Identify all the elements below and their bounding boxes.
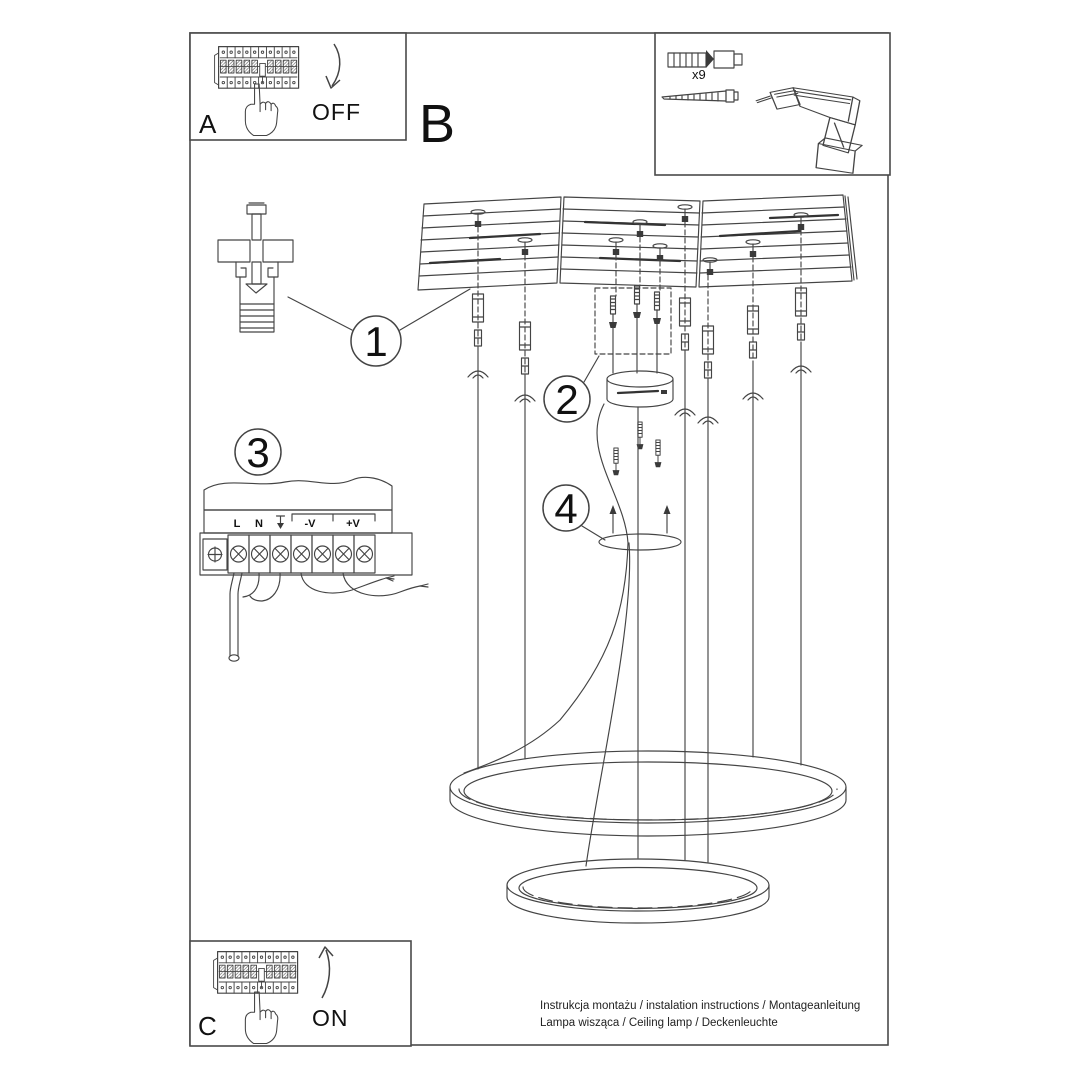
frame-border: [190, 33, 888, 1045]
anchor-quantity: x9: [692, 67, 706, 82]
lamp-rings: [450, 751, 846, 923]
section-b-label: B: [419, 94, 456, 154]
terminal-label-l: L: [233, 518, 241, 530]
terminal-label-n: N: [255, 518, 263, 530]
off-label: OFF: [312, 99, 361, 125]
step-2-number: 2: [555, 376, 579, 423]
earth-symbol-icon: [277, 516, 285, 529]
braided-sleeve: [204, 477, 392, 510]
tools-parts-box: [655, 33, 890, 175]
step-3-number: 3: [246, 429, 270, 476]
ceiling-panels: [418, 195, 857, 290]
on-label: ON: [312, 1005, 349, 1031]
terminal-wires: [229, 573, 428, 661]
power-off-panel: [190, 33, 406, 140]
panel-c-label: C: [198, 1011, 217, 1041]
footer-line-2: Lampa wisząca / Ceiling lamp / Deckenleuchte: [540, 1017, 778, 1029]
footer-line-1: Instrukcja montażu / instalation instructions / Montageanleitung: [540, 1000, 861, 1012]
step-1-number: 1: [364, 318, 388, 365]
step-4-callout: [543, 485, 605, 540]
terminal-label-plus-v: +V: [346, 518, 360, 530]
terminal-label-minus-v: -V: [304, 518, 316, 530]
ring-cover-disc: [599, 407, 681, 858]
step-1-callout: [288, 289, 470, 366]
step-4-number: 4: [554, 485, 578, 532]
step-2-callout: [544, 356, 599, 423]
panel-a-label: A: [199, 109, 217, 139]
terminal-block: [200, 429, 428, 661]
anchor-cross-section: [218, 203, 293, 332]
power-cords: [464, 404, 630, 866]
power-on-panel: [190, 941, 411, 1046]
